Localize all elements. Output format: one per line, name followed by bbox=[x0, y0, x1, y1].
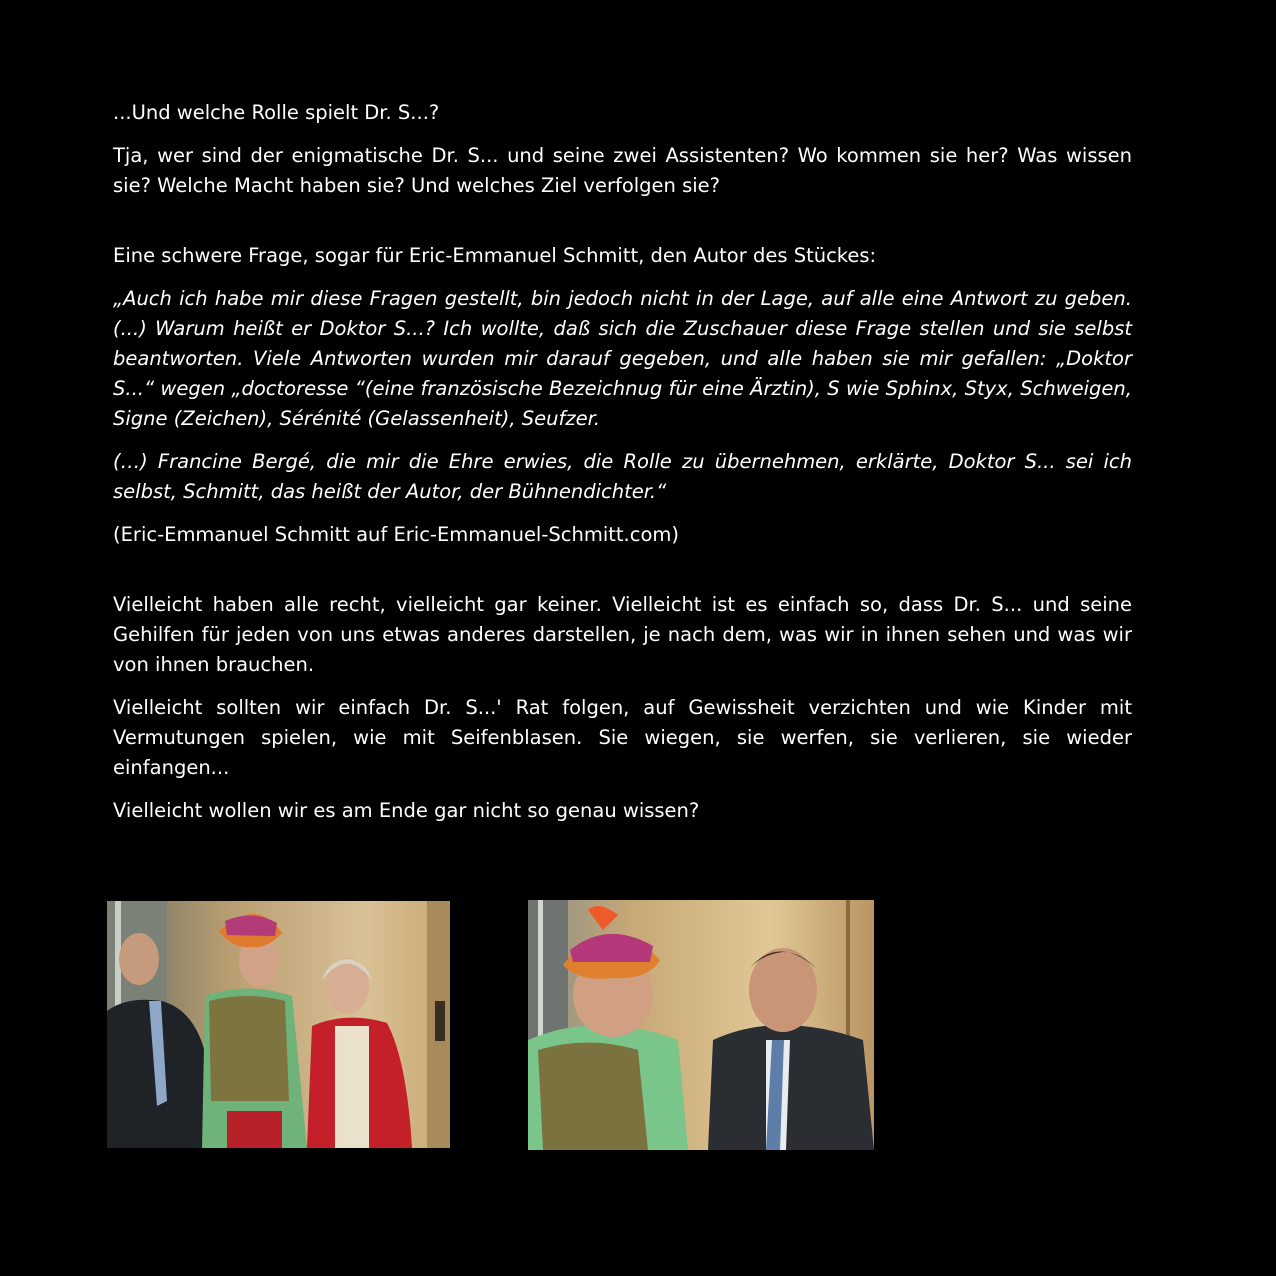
intro-paragraph: Tja, wer sind der enigmatische Dr. S... und seine zwei Assistenten? Wo kommen sie her? Was wissen sie? Welche Macht haben sie? Und welches Ziel verfolgen sie? bbox=[113, 144, 1132, 197]
question-paragraph: Eine schwere Frage, sogar für Eric-Emmanuel Schmitt, den Autor des Stückes: bbox=[113, 244, 877, 267]
quote-source: (Eric-Emmanuel Schmitt auf Eric-Emmanuel-Schmitt.com) bbox=[113, 523, 680, 546]
reflection-paragraph-2: Vielleicht sollten wir einfach Dr. S...' Rat folgen, auf Gewissheit verzichten und wie Kinder mit Vermutungen spielen, wie mit Seifenblasen. Sie wiegen, sie werfen, sie verlieren, sie wieder einfangen... bbox=[113, 696, 1132, 779]
reflection-paragraph-1: Vielleicht haben alle recht, vielleicht gar keiner. Vielleicht ist es einfach so, dass Dr. S... und seine Gehilfen für jeden von uns etwas anderes darstellen, je nach dem, was wir in ihnen sehen und was wir von ihnen brauchen. bbox=[113, 593, 1132, 676]
author-quote-part2: (…) Francine Bergé, die mir die Ehre erwies, die Rolle zu übernehmen, erklärte, Doktor S... sei ich selbst, Schmitt, das heißt der Autor, der Bühnendichter.“ bbox=[113, 450, 1132, 503]
closing-question: Vielleicht wollen wir es am Ende gar nicht so genau wissen? bbox=[113, 799, 700, 822]
photo-three-people-in-elevator bbox=[107, 901, 450, 1148]
photo-turban-man-and-suit-man bbox=[528, 900, 874, 1150]
section-heading: ...Und welche Rolle spielt Dr. S...? bbox=[113, 101, 440, 124]
article-text bbox=[113, 98, 1132, 839]
author-quote-part1: „Auch ich habe mir diese Fragen gestellt, bin jedoch nicht in der Lage, auf alle eine Antwort zu geben. (...) Warum heißt er Doktor S...? Ich wollte, daß sich die Zuschauer diese Frage stellen und sie selbst beantworten. Viele Antworten wurden mir darauf gegeben, und alle haben sie mir gefallen: „Doktor S...“ wegen „doctoresse “(eine französische Bezeichnug für eine Ärztin), S wie Sphinx, Styx, Schweigen, Signe (Zeichen), Sérénité (Gelassenheit), Seufzer. bbox=[113, 287, 1132, 430]
